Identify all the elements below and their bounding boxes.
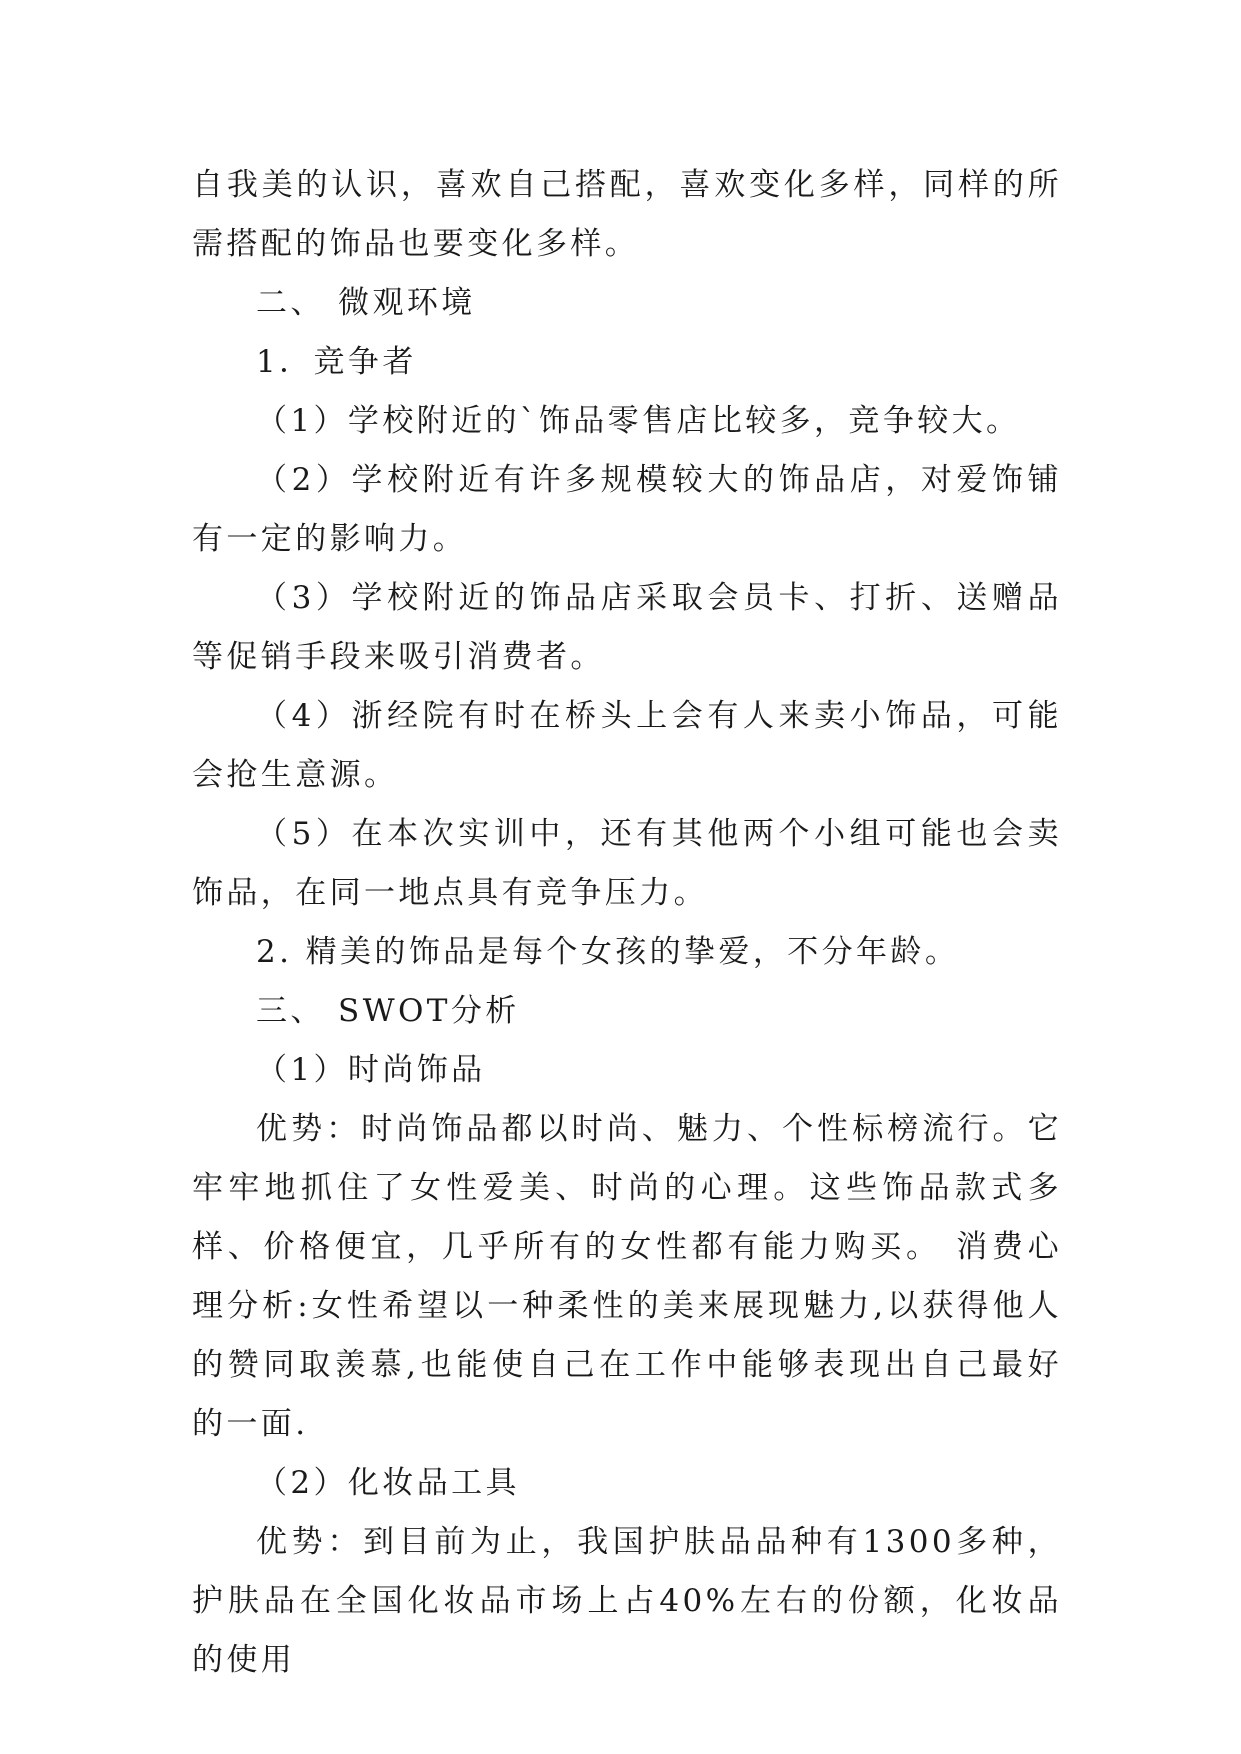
paragraph: 优势：时尚饰品都以时尚、魅力、个性标榜流行。它牢牢地抓住了女性爱美、时尚的心理。这些饰品款式多样、价格便宜，几乎所有的女性都有能力购买。 消费心理分析:女性希望以一种柔性的美来展现魅力,以获得他人的赞同取羡慕,也能使自己在工作中能够表现出自己最好的一面. xyxy=(192,1111,1062,1442)
subheading-cosmetic-tools: （2）化妆品工具 xyxy=(256,1465,520,1501)
subheading-competitors: 1．竞争者 xyxy=(256,344,417,380)
document-body xyxy=(192,156,1062,1690)
subheading-fashion-accessories: （1）时尚饰品 xyxy=(256,1052,486,1088)
section-heading-swot: 三、 SWOT分析 xyxy=(256,993,520,1029)
list-item: （4）浙经院有时在桥头上会有人来卖小饰品，可能会抢生意源。 xyxy=(192,698,1062,793)
section-heading-micro-environment: 二、 微观环境 xyxy=(256,285,476,321)
list-item: （5）在本次实训中，还有其他两个小组可能也会卖饰品，在同一地点具有竞争压力。 xyxy=(192,816,1062,911)
list-item: （1）学校附近的`饰品零售店比较多，竞争较大。 xyxy=(256,403,1021,439)
paragraph: 自我美的认识，喜欢自己搭配，喜欢变化多样，同样的所需搭配的饰品也要变化多样。 xyxy=(192,167,1062,262)
paragraph: 2. 精美的饰品是每个女孩的挚爱，不分年龄。 xyxy=(256,934,960,970)
list-item: （2）学校附近有许多规模较大的饰品店，对爱饰铺有一定的影响力。 xyxy=(192,462,1062,557)
paragraph: 优势：到目前为止，我国护肤品品种有1300多种，护肤品在全国化妆品市场上占40%左右的份额，化妆品的使用 xyxy=(192,1524,1062,1678)
list-item: （3）学校附近的饰品店采取会员卡、打折、送赠品等促销手段来吸引消费者。 xyxy=(192,580,1062,675)
